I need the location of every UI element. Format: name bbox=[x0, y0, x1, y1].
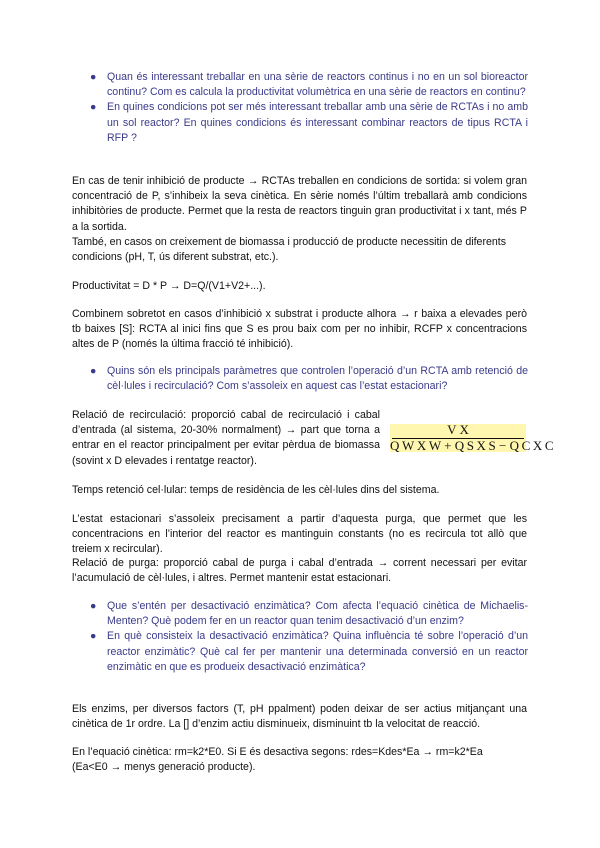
paragraph-kinetic-note: (Ea<E0 → menys generació producte). bbox=[72, 761, 256, 773]
question-item bbox=[90, 70, 528, 100]
bullet-icon: ● bbox=[90, 71, 97, 83]
paragraph-steady-state: L’estat estacionari s’assoleix precisament a partir d’aquesta purga, que permet que les concentracions en l’interior del reactor es mantinguin constants (no es recircula tot allò que treiem x recircular). bbox=[72, 513, 527, 556]
bullet-icon: ● bbox=[90, 600, 97, 612]
paragraph-productivity: Productivitat = D * P → D=Q/(V1+V2+...). bbox=[72, 280, 266, 292]
question-list-2 bbox=[90, 364, 528, 394]
question-item bbox=[90, 364, 528, 394]
question-item bbox=[90, 100, 528, 146]
bullet-icon: ● bbox=[90, 101, 97, 114]
question-text: En quines condicions pot ser més interessant treballar amb una sèrie de RCTAs i no amb un sol reactor? En quines condicions és interessant combinar reactors de tipus RCTA i RFP ? bbox=[107, 101, 528, 144]
question-text: En què consisteix la desactivació enzimàtica? Quina influència té sobre l’operació d’un reactor enzimàtic? Què cal fer per mantenir una determinada conversió en un reactor enzimàtic en que es produeix desactivació enzimàtica? bbox=[107, 630, 528, 673]
paragraph-retention-time: Temps retenció cel·lular: temps de residència de les cèl·lules dins del sistema. bbox=[72, 484, 440, 496]
question-item bbox=[90, 599, 528, 629]
formula-numerator: V X bbox=[447, 422, 469, 437]
bullet-icon: ● bbox=[90, 365, 97, 377]
paragraph-combine: Combinem sobretot en casos d’inhibició x substrat i producte alhora → r baixa a elevades però tb baixes [S]: RCTA al inici fins que S es prou baix com per no inhibir, RCFP x concentracions altes de P (només la última fracció té inhibició). bbox=[72, 308, 527, 351]
paragraph-inhibition: En cas de tenir inhibició de producte → RCTAs treballen en condicions de sortida: si volem gran concentració de P, s’inhibeix la seva cinètica. En sèrie només l’últim treballarà amb condicions inhibitòries de producte. Permet que la resta de reactors tinguin gran productivitat i x tant, més P a la sortida. bbox=[72, 175, 527, 233]
question-text: Quins són els principals paràmetres que controlen l’operació d’un RCTA amb retenció de cèl·lules i recirculació? Com s’assoleix en aquest cas l’estat estacionari? bbox=[107, 365, 528, 393]
paragraph-biomass: També, en casos on creixement de biomassa i producció de producte necessitin de diferents condicions (pH, T, ús diferent substrat, etc.). bbox=[72, 236, 506, 264]
bullet-icon: ● bbox=[90, 630, 97, 643]
question-list-1 bbox=[90, 70, 528, 146]
paragraph-purge: Relació de purga: proporció cabal de purga i cabal d’entrada → corrent necessari per evitar l’acumulació de cèl·lules, i altres. Permet mantenir estat estacionari. bbox=[72, 557, 527, 585]
question-text: Quan és interessant treballar en una sèrie de reactors continus i no en un sol bioreactor continu? Com es calcula la productivitat volumètrica en una sèrie de reactors en continu? bbox=[107, 71, 528, 99]
question-list-3 bbox=[90, 599, 528, 675]
paragraph-kinetic-equation: En l’equació cinètica: rm=k2*E0. Si E és desactiva segons: rdes=Kdes*Ea → rm=k2*Ea bbox=[72, 746, 483, 758]
question-text: Que s’entén per desactivació enzimàtica? Com afecta l’equació cinètica de Michaelis-Menten? Què podem fer en un reactor quan tenim desactivació d’un enzim? bbox=[107, 600, 528, 628]
cell-retention-formula bbox=[390, 422, 554, 453]
paragraph-recirculation: Relació de recirculació: proporció cabal de recirculació i cabal d’entrada (al sistema, 20-30% normalment) → part que torna a entrar en el reactor principalment per evitar pèrdua de biomassa (sovint x D elevades i rentatge reactor). bbox=[72, 409, 380, 467]
formula-denominator: Q W X W + Q S X S − Q C X C bbox=[390, 438, 554, 453]
paragraph-enzymes: Els enzims, per diversos factors (T, pH ppalment) poden deixar de ser actius mitjançant una cinètica de 1r ordre. La [] d’enzim actiu disminueix, disminuint tb la velocitat de reacció. bbox=[72, 703, 527, 731]
question-item bbox=[90, 629, 528, 675]
